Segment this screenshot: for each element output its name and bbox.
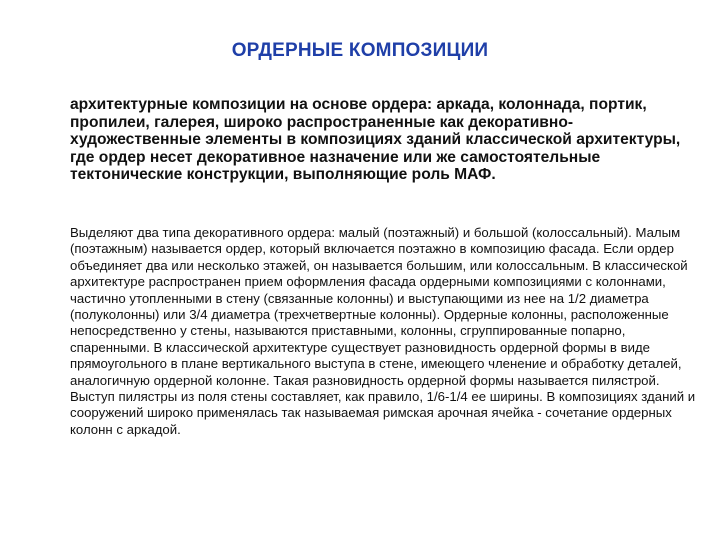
body-paragraph: Выделяют два типа декоративного ордера: малый (поэтажный) и большой (колоссальный). Малым (поэтажным) называется ордер, который включается поэтажно в композицию фасада. Если ордер объединяет два или несколько этажей, он называется большим, или колоссальным. В классической архитектуре распространен прием оформления фасада ордерными композициями с колоннами, частично утопленными в стену (связанные колонны) и выступающими из нее на 1/2 диаметра (полуколонны) или 3/4 диаметра (трехчетвертные колонны). Ордерные колонны, расположенные непосредственно у стены, называются приставными, колонны, сгруппированные попарно, спаренными. В классической архитектуре существует разновидность ордерной формы в виде прямоугольного в плане вертикального выступа в стене, имеющего членение и обработку деталей, аналогичную ордерной колонне. Такая разновидность ордерной формы называется пилястрой. Выступ пилястры из поля стены составляет, как правило, 1/6-1/4 ее ширины. В композициях зданий и сооружений широко применялась так называемая римская арочная ячейка - сочетание ордерных колонн с аркадой. — [70, 225, 696, 437]
slide-title: ОРДЕРНЫЕ КОМПОЗИЦИИ — [231, 40, 489, 61]
definition-paragraph: архитектурные композиции на основе ордера: аркада, колоннада, портик, пропилеи, галерея, широко распространенные как декоративно-художественные элементы в композициях зданий классической архитектуры, где ордер несет декоративное назначение или же самостоятельные тектонические конструкции, выполняющие роль МАФ. — [70, 96, 681, 184]
